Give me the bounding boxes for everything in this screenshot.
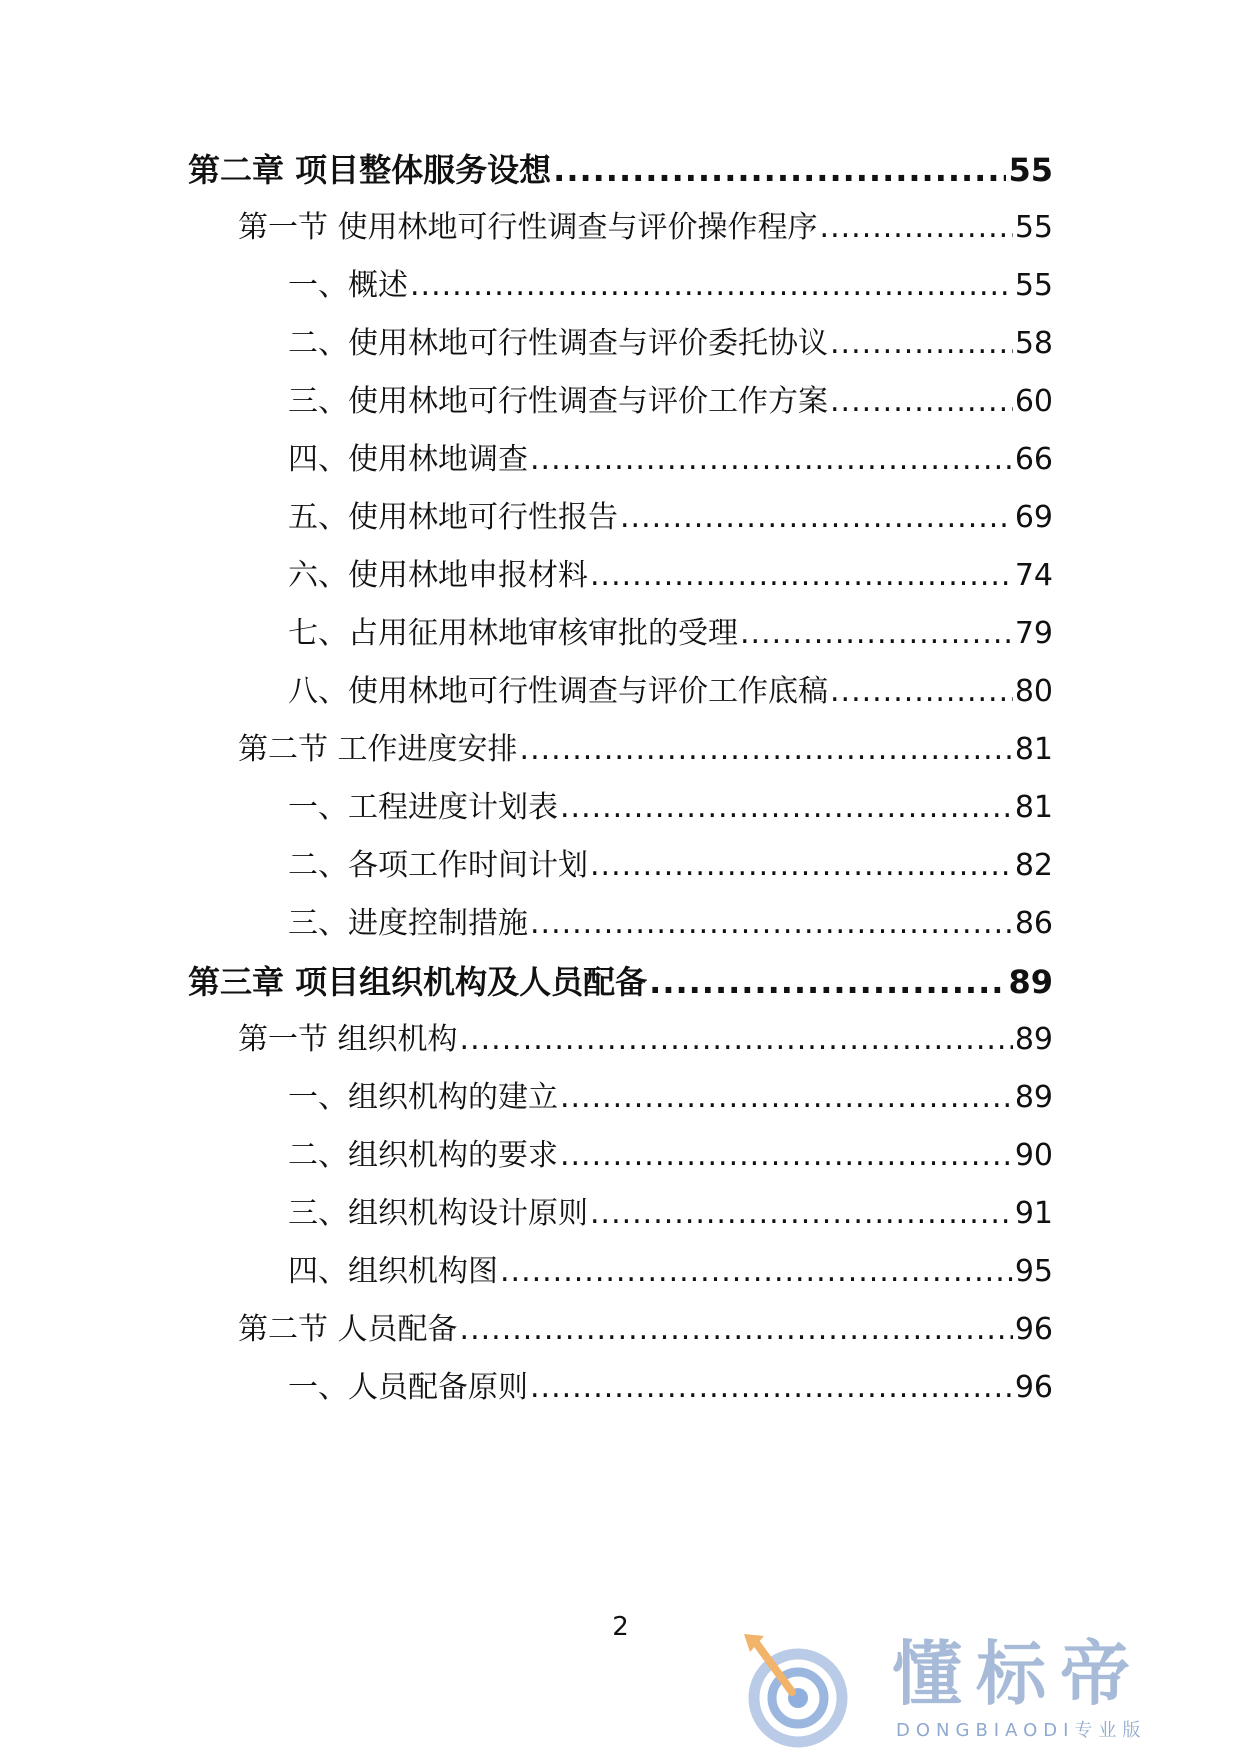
toc-entry-page: 58 <box>1014 326 1053 361</box>
toc-entry[interactable] <box>288 1368 1053 1408</box>
toc-dot-leader <box>530 440 1013 480</box>
toc-entry[interactable] <box>188 150 1053 190</box>
toc-entry[interactable] <box>288 614 1053 654</box>
toc-dot-leader <box>530 904 1013 944</box>
toc-entry-page: 90 <box>1014 1138 1053 1173</box>
toc-dot-leader <box>820 208 1013 248</box>
toc-entry[interactable] <box>288 904 1053 944</box>
toc-entry-title: 一、组织机构的建立 <box>288 1080 558 1115</box>
toc-entry-title: 五、使用林地可行性报告 <box>288 500 618 535</box>
watermark-subtitle: DONGBIAODI专业版 <box>896 1720 1147 1741</box>
toc-entry-page: 69 <box>1014 500 1053 535</box>
toc-entry-page: 91 <box>1014 1196 1053 1231</box>
toc-entry-title: 七、占用征用林地审核审批的受理 <box>288 616 738 651</box>
toc-entry-title: 第一节 使用林地可行性调查与评价操作程序 <box>238 210 818 245</box>
toc-entry-page: 86 <box>1014 906 1053 941</box>
toc-entry-page: 55 <box>1008 151 1053 189</box>
toc-entry-title: 二、组织机构的要求 <box>288 1138 558 1173</box>
toc-dot-leader <box>590 1194 1013 1234</box>
toc-entry-page: 95 <box>1014 1254 1053 1289</box>
toc-entry-page: 81 <box>1014 790 1053 825</box>
toc-entry-page: 55 <box>1014 268 1053 303</box>
page-number: 2 <box>612 1612 629 1642</box>
toc-dot-leader <box>830 324 1013 364</box>
toc-entry[interactable] <box>288 788 1053 828</box>
toc-entry-title: 一、概述 <box>288 268 408 303</box>
toc-entry-title: 三、进度控制措施 <box>288 906 528 941</box>
toc-entry[interactable] <box>288 498 1053 538</box>
toc-entry-page: 82 <box>1014 848 1053 883</box>
toc-entry[interactable] <box>288 1252 1053 1292</box>
toc-dot-leader <box>590 556 1013 596</box>
toc-entry-page: 74 <box>1014 558 1053 593</box>
toc-entry[interactable] <box>288 1078 1053 1118</box>
watermark <box>740 1632 1220 1750</box>
toc-dot-leader <box>460 1020 1013 1060</box>
toc-entry-title: 第一节 组织机构 <box>238 1022 458 1057</box>
toc-entry[interactable] <box>288 846 1053 886</box>
toc-dot-leader <box>520 730 1013 770</box>
toc-entry[interactable] <box>238 1020 1053 1060</box>
toc-dot-leader <box>460 1310 1013 1350</box>
toc-entry-title: 第二章 项目整体服务设想 <box>188 151 552 189</box>
toc-dot-leader <box>530 1368 1013 1408</box>
toc-dot-leader <box>560 788 1013 828</box>
target-arrow-icon <box>740 1632 860 1750</box>
toc-entry-title: 四、使用林地调查 <box>288 442 528 477</box>
toc-dot-leader <box>590 846 1013 886</box>
toc-entry-page: 96 <box>1014 1312 1053 1347</box>
toc-dot-leader <box>410 266 1013 306</box>
toc-entry[interactable] <box>288 1194 1053 1234</box>
toc-dot-leader <box>740 614 1013 654</box>
toc-entry[interactable] <box>288 556 1053 596</box>
toc-entry[interactable] <box>188 962 1053 1002</box>
watermark-brand: 懂标帝 <box>892 1633 1144 1715</box>
toc-dot-leader <box>560 1078 1013 1118</box>
toc-entry[interactable] <box>238 208 1053 248</box>
toc-entry-title: 八、使用林地可行性调查与评价工作底稿 <box>288 674 828 709</box>
toc-entry-title: 三、组织机构设计原则 <box>288 1196 588 1231</box>
toc-entry-title: 四、组织机构图 <box>288 1254 498 1289</box>
toc-entry-page: 89 <box>1014 1080 1053 1115</box>
toc-entry-page: 81 <box>1014 732 1053 767</box>
toc-dot-leader <box>553 150 1006 190</box>
toc-entry-title: 六、使用林地申报材料 <box>288 558 588 593</box>
toc-entry-title: 第二节 工作进度安排 <box>238 732 518 767</box>
toc-entry-title: 第二节 人员配备 <box>238 1312 458 1347</box>
toc-entry[interactable] <box>288 266 1053 306</box>
toc-entry-title: 二、各项工作时间计划 <box>288 848 588 883</box>
toc-entry[interactable] <box>288 1136 1053 1176</box>
toc-entry-page: 60 <box>1014 384 1053 419</box>
toc-entry[interactable] <box>288 672 1053 712</box>
toc-entry-page: 66 <box>1014 442 1053 477</box>
toc-entry-title: 第三章 项目组织机构及人员配备 <box>188 963 648 1001</box>
toc-entry-page: 79 <box>1014 616 1053 651</box>
toc-dot-leader <box>560 1136 1013 1176</box>
toc-dot-leader <box>500 1252 1013 1292</box>
toc-entry[interactable] <box>238 1310 1053 1350</box>
toc-entry-page: 89 <box>1014 1022 1053 1057</box>
toc-dot-leader <box>620 498 1013 538</box>
toc-entry-page: 55 <box>1014 210 1053 245</box>
toc-entry-title: 一、工程进度计划表 <box>288 790 558 825</box>
toc-entry[interactable] <box>288 324 1053 364</box>
toc-entry[interactable] <box>238 730 1053 770</box>
toc-entry-title: 二、使用林地可行性调查与评价委托协议 <box>288 326 828 361</box>
toc-entry-page: 89 <box>1008 963 1053 1001</box>
toc-entry-page: 96 <box>1014 1370 1053 1405</box>
toc-entry[interactable] <box>288 382 1053 422</box>
toc-entry-title: 一、人员配备原则 <box>288 1370 528 1405</box>
toc-entry-title: 三、使用林地可行性调查与评价工作方案 <box>288 384 828 419</box>
toc-dot-leader <box>649 962 1006 1002</box>
toc-dot-leader <box>830 382 1013 422</box>
toc-entry-page: 80 <box>1014 674 1053 709</box>
toc-dot-leader <box>830 672 1013 712</box>
toc-entry[interactable] <box>288 440 1053 480</box>
